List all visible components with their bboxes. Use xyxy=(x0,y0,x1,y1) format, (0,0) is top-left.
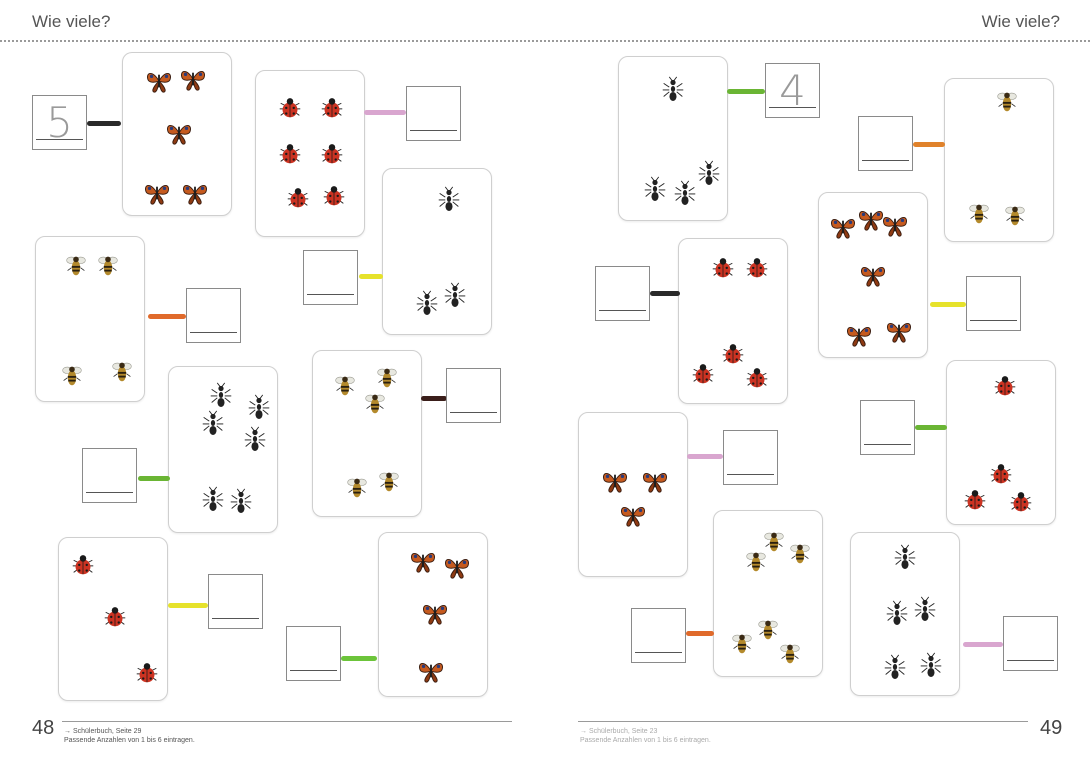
insect-card-ladybugs xyxy=(946,360,1056,525)
insect-card-bees xyxy=(35,236,145,402)
ant-icon xyxy=(883,599,911,627)
bee-icon xyxy=(343,473,371,501)
page-title-right: Wie viele? xyxy=(981,12,1060,31)
connector-line xyxy=(421,396,447,401)
bee-icon xyxy=(361,389,389,417)
answer-box[interactable] xyxy=(631,608,686,663)
answer-box[interactable] xyxy=(723,430,778,485)
butterfly-icon xyxy=(845,321,873,349)
butterfly-icon xyxy=(885,317,913,345)
answer-box[interactable] xyxy=(1003,616,1058,671)
butterfly-icon xyxy=(179,65,207,93)
insect-card-butterflies xyxy=(818,192,928,358)
ladybug-icon xyxy=(709,253,737,281)
insect-card-ants xyxy=(850,532,960,696)
footer-instruction: Passende Anzahlen von 1 bis 6 eintragen. xyxy=(580,737,711,744)
connector-line xyxy=(359,274,383,279)
connector-line xyxy=(930,302,966,307)
insect-card-ants xyxy=(168,366,278,533)
connector-line xyxy=(687,454,723,459)
connector-line xyxy=(168,603,208,608)
bee-icon xyxy=(62,251,90,279)
ant-icon xyxy=(207,381,235,409)
butterfly-icon xyxy=(619,501,647,529)
answer-box[interactable] xyxy=(406,86,461,141)
butterfly-icon xyxy=(143,179,171,207)
connector-line xyxy=(727,89,765,94)
answer-box[interactable] xyxy=(186,288,241,343)
ladybug-icon xyxy=(689,359,717,387)
butterfly-icon xyxy=(417,657,445,685)
butterfly-icon xyxy=(409,547,437,575)
butterfly-icon xyxy=(421,599,449,627)
ant-icon xyxy=(245,393,273,421)
answer-box-example xyxy=(32,95,87,150)
answer-box[interactable] xyxy=(858,116,913,171)
insect-card-ants xyxy=(618,56,728,221)
example-number: 4 xyxy=(779,66,806,115)
butterfly-icon xyxy=(641,467,669,495)
butterfly-icon xyxy=(181,179,209,207)
answer-box[interactable] xyxy=(303,250,358,305)
connector-line xyxy=(87,121,121,126)
butterfly-icon xyxy=(601,467,629,495)
ladybug-icon xyxy=(284,183,312,211)
butterfly-icon xyxy=(165,119,193,147)
connector-line xyxy=(148,314,186,319)
ant-icon xyxy=(881,653,909,681)
footer-note-right xyxy=(580,727,711,745)
connector-line xyxy=(915,425,947,430)
answer-box[interactable] xyxy=(860,400,915,455)
ladybug-icon xyxy=(320,181,348,209)
connector-line xyxy=(364,110,406,115)
ant-icon xyxy=(917,651,945,679)
ant-icon xyxy=(199,485,227,513)
ladybug-icon xyxy=(69,550,97,578)
ladybug-icon xyxy=(743,253,771,281)
ant-icon xyxy=(413,289,441,317)
ant-icon xyxy=(695,159,723,187)
answer-box[interactable] xyxy=(286,626,341,681)
ladybug-icon xyxy=(318,93,346,121)
connector-line xyxy=(650,291,680,296)
insect-card-butterflies xyxy=(578,412,688,577)
ladybug-icon xyxy=(1007,487,1035,515)
connector-line xyxy=(341,656,377,661)
insect-card-bees xyxy=(312,350,422,517)
insect-card-butterflies xyxy=(122,52,232,216)
page-number-right: 49 xyxy=(1040,717,1063,739)
page-number-left: 48 xyxy=(32,717,55,739)
footer-reference: → Schülerbuch, Seite 29 xyxy=(64,728,142,735)
ladybug-icon xyxy=(961,485,989,513)
ant-icon xyxy=(659,75,687,103)
bee-icon xyxy=(375,467,403,495)
bee-icon xyxy=(331,371,359,399)
ant-icon xyxy=(641,175,669,203)
butterfly-icon xyxy=(443,553,471,581)
ant-icon xyxy=(911,595,939,623)
butterfly-icon xyxy=(881,211,909,239)
ant-icon xyxy=(227,487,255,515)
insect-card-bees xyxy=(713,510,823,677)
answer-box[interactable] xyxy=(966,276,1021,331)
insect-card-ladybugs xyxy=(58,537,168,701)
footer-divider xyxy=(62,721,512,722)
answer-box[interactable] xyxy=(595,266,650,321)
footer-instruction: Passende Anzahlen von 1 bis 6 eintragen. xyxy=(64,737,195,744)
insect-card-ladybugs xyxy=(255,70,365,237)
insect-card-bees xyxy=(944,78,1054,242)
page-title-left: Wie viele? xyxy=(32,12,111,31)
insect-card-ladybugs xyxy=(678,238,788,404)
ant-icon xyxy=(199,409,227,437)
bee-icon xyxy=(94,251,122,279)
ladybug-icon xyxy=(276,93,304,121)
butterfly-icon xyxy=(145,67,173,95)
bee-icon xyxy=(786,539,814,567)
footer-reference: → Schülerbuch, Seite 23 xyxy=(580,728,658,735)
bee-icon xyxy=(108,357,136,385)
ant-icon xyxy=(441,281,469,309)
footer-divider xyxy=(578,721,1028,722)
connector-line xyxy=(913,142,945,147)
answer-box[interactable] xyxy=(208,574,263,629)
connector-line xyxy=(686,631,714,636)
answer-box[interactable] xyxy=(82,448,137,503)
ladybug-icon xyxy=(101,602,129,630)
ladybug-icon xyxy=(276,139,304,167)
answer-box[interactable] xyxy=(446,368,501,423)
answer-box-example xyxy=(765,63,820,118)
bee-icon xyxy=(1001,201,1029,229)
example-number: 5 xyxy=(46,98,73,147)
ladybug-icon xyxy=(991,371,1019,399)
ant-icon xyxy=(241,425,269,453)
bee-icon xyxy=(776,639,804,667)
footer-note-left xyxy=(64,727,195,745)
header-divider xyxy=(0,40,1090,42)
ladybug-icon xyxy=(133,658,161,686)
connector-line xyxy=(138,476,170,481)
ladybug-icon xyxy=(743,363,771,391)
ladybug-icon xyxy=(318,139,346,167)
bee-icon xyxy=(728,629,756,657)
butterfly-icon xyxy=(829,213,857,241)
insect-card-butterflies xyxy=(378,532,488,697)
bee-icon xyxy=(58,361,86,389)
bee-icon xyxy=(993,87,1021,115)
butterfly-icon xyxy=(859,261,887,289)
bee-icon xyxy=(373,363,401,391)
insect-card-ants xyxy=(382,168,492,335)
ant-icon xyxy=(891,543,919,571)
bee-icon xyxy=(965,199,993,227)
connector-line xyxy=(963,642,1003,647)
ladybug-icon xyxy=(987,459,1015,487)
ant-icon xyxy=(435,185,463,213)
bee-icon xyxy=(760,527,788,555)
